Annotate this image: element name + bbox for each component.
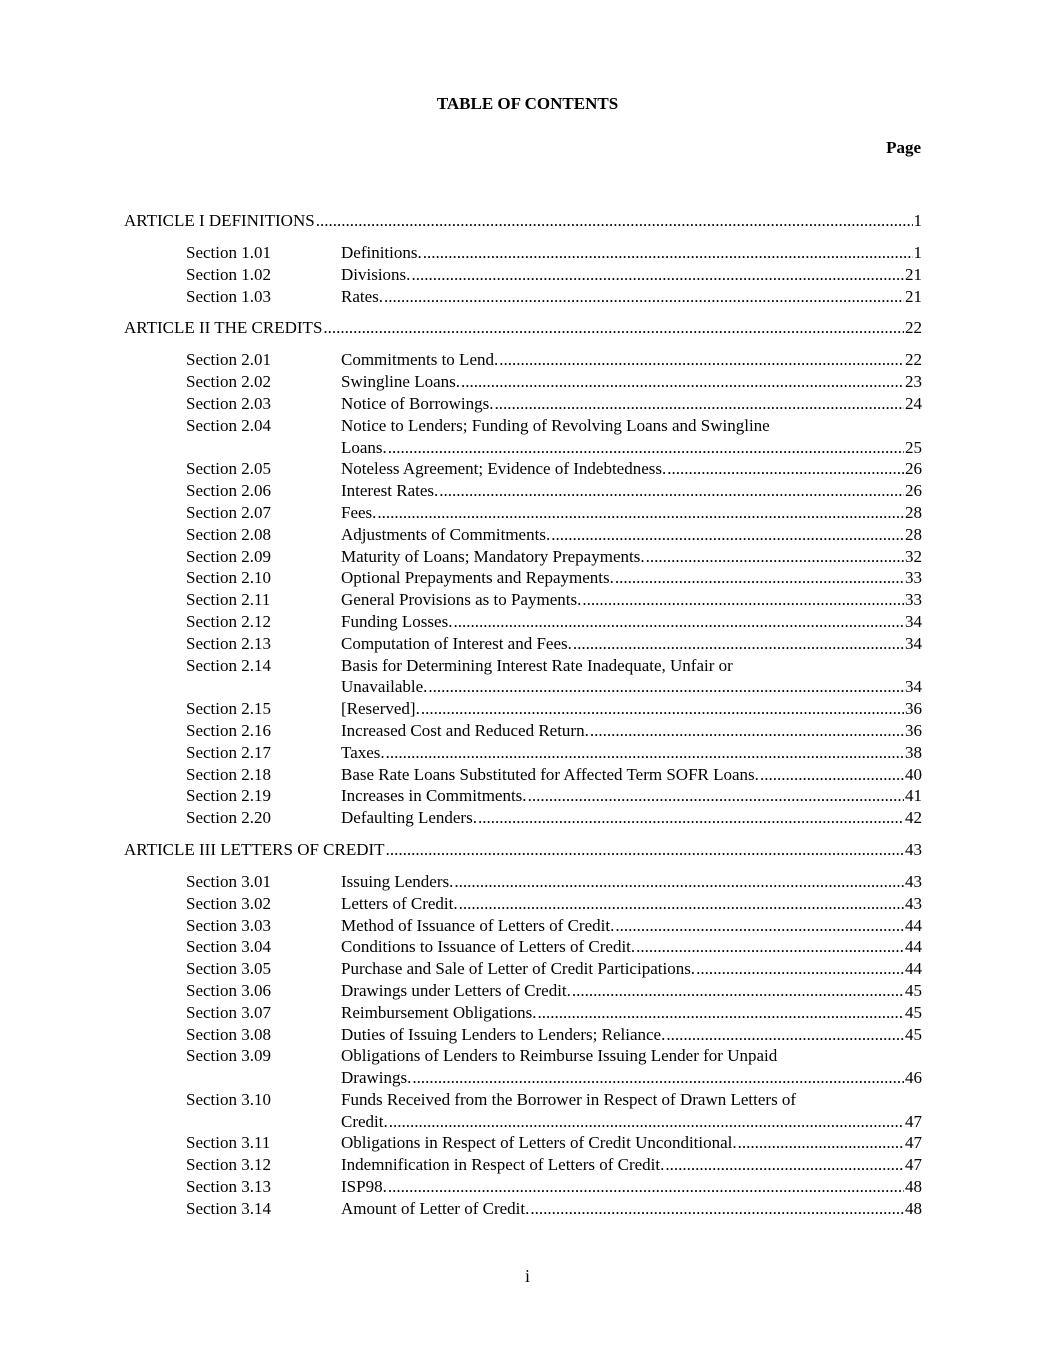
dot-leader	[439, 480, 904, 502]
section-page-number: 44	[905, 915, 922, 935]
section-title: Loans.	[341, 437, 387, 457]
section-page-number: 43	[905, 893, 922, 913]
section-page-number: 26	[905, 481, 922, 501]
section-number: Section 3.05	[186, 959, 271, 979]
section-page-number: 36	[905, 720, 922, 740]
section-entry[interactable]	[124, 1045, 922, 1089]
section-page-number: 44	[905, 937, 922, 957]
section-body	[341, 264, 922, 286]
section-entry[interactable]	[124, 871, 922, 893]
section-page-number: 21	[905, 264, 922, 284]
section-title: Increases in Commitments.	[341, 786, 527, 806]
section-page-number: 42	[905, 808, 922, 828]
group-spacer	[124, 829, 922, 839]
section-body	[341, 567, 922, 589]
section-title: Notice of Borrowings.	[341, 393, 494, 413]
section-number: Section 3.01	[186, 871, 271, 891]
section-entry[interactable]	[124, 524, 922, 546]
section-body	[341, 655, 922, 699]
section-body	[341, 1132, 922, 1154]
section-page-number: 24	[905, 393, 922, 413]
section-number: Section 2.20	[186, 808, 271, 828]
section-number: Section 2.01	[186, 350, 271, 370]
section-entry[interactable]	[124, 958, 922, 980]
dot-leader	[412, 1067, 904, 1089]
section-entry[interactable]	[124, 371, 922, 393]
section-number: Section 2.17	[186, 742, 271, 762]
dot-leader	[388, 437, 904, 459]
section-title: Maturity of Loans; Mandatory Prepayments.	[341, 546, 645, 566]
dot-leader	[323, 317, 904, 339]
section-number: Section 2.14	[186, 655, 271, 675]
article-page-number: 1	[913, 211, 922, 230]
dot-leader	[411, 264, 904, 286]
section-title: Rates.	[341, 286, 384, 306]
section-page-number: 41	[905, 786, 922, 806]
section-title-line: Basis for Determining Interest Rate Inadequate, Unfair or	[341, 655, 733, 675]
section-entry[interactable]	[124, 502, 922, 524]
dot-leader	[478, 807, 904, 829]
section-title: Computation of Interest and Fees.	[341, 633, 572, 653]
toc-title: TABLE OF CONTENTS	[436, 94, 619, 113]
dot-leader	[499, 349, 904, 371]
section-number: Section 2.09	[186, 546, 271, 566]
section-body	[341, 915, 922, 937]
section-number: Section 3.13	[186, 1177, 271, 1197]
section-page-number: 33	[905, 590, 922, 610]
section-title: Base Rate Loans Substituted for Affected Term SOFR Loans.	[341, 764, 759, 784]
article-entry[interactable]	[124, 839, 922, 861]
section-page-number: 43	[905, 871, 922, 891]
section-entry[interactable]	[124, 633, 922, 655]
section-body	[341, 458, 922, 480]
section-title: Adjustments of Commitments.	[341, 524, 551, 544]
dot-leader	[667, 458, 904, 480]
dot-leader	[386, 742, 904, 764]
section-page-number: 28	[905, 524, 922, 544]
section-title: Drawings under Letters of Credit.	[341, 980, 571, 1000]
section-entry[interactable]	[124, 720, 922, 742]
section-body	[341, 936, 922, 958]
dot-leader	[384, 286, 904, 308]
dot-leader	[696, 958, 904, 980]
section-body	[341, 720, 922, 742]
section-page-number: 22	[905, 350, 922, 370]
section-body	[341, 633, 922, 655]
section-body	[341, 611, 922, 633]
article-title: ARTICLE III LETTERS OF CREDIT	[124, 839, 385, 859]
section-number: Section 1.03	[186, 286, 271, 306]
section-body	[341, 698, 922, 720]
dot-leader	[389, 1111, 904, 1133]
section-title-line: Obligations of Lenders to Reimburse Issuing Lender for Unpaid	[341, 1046, 778, 1066]
dot-leader	[453, 611, 904, 633]
section-number: Section 3.04	[186, 937, 271, 957]
section-number: Section 3.12	[186, 1155, 271, 1175]
dot-leader	[572, 980, 904, 1002]
section-body	[341, 1154, 922, 1176]
section-title: Letters of Credit.	[341, 893, 458, 913]
section-page-number: 26	[905, 459, 922, 479]
section-page-number: 45	[905, 1024, 922, 1044]
section-title: Unavailable.	[341, 677, 428, 697]
article-title: ARTICLE II THE CREDITS	[124, 318, 323, 338]
section-entry[interactable]	[124, 567, 922, 589]
section-body	[341, 1176, 922, 1198]
section-page-number: 32	[905, 546, 922, 566]
section-entry[interactable]	[124, 242, 922, 264]
dot-leader	[582, 589, 904, 611]
article-title: ARTICLE I DEFINITIONS	[124, 211, 315, 230]
section-title: Method of Issuance of Letters of Credit.	[341, 915, 615, 935]
section-number: Section 3.02	[186, 893, 271, 913]
section-number: Section 2.06	[186, 481, 271, 501]
section-title: Obligations in Respect of Letters of Credit Unconditional.	[341, 1133, 737, 1153]
section-title: Purchase and Sale of Letter of Credit Participations.	[341, 959, 696, 979]
section-body	[341, 349, 922, 371]
section-body	[341, 1002, 922, 1024]
section-body	[341, 393, 922, 415]
section-entry[interactable]	[124, 1176, 922, 1198]
section-body	[341, 286, 922, 308]
section-entry[interactable]	[124, 936, 922, 958]
section-page-number: 34	[905, 611, 922, 631]
section-page-number: 21	[905, 286, 922, 306]
section-entry[interactable]	[124, 1024, 922, 1046]
section-number: Section 2.13	[186, 633, 271, 653]
dot-leader	[573, 633, 904, 655]
section-title: Credit.	[341, 1111, 388, 1131]
dot-leader	[428, 676, 904, 698]
section-number: Section 3.03	[186, 915, 271, 935]
dot-leader	[388, 1176, 904, 1198]
dot-leader	[421, 698, 904, 720]
section-number: Section 2.19	[186, 786, 271, 806]
section-entry[interactable]	[124, 286, 922, 308]
section-entry[interactable]	[124, 458, 922, 480]
section-number: Section 3.10	[186, 1089, 271, 1109]
section-entry[interactable]	[124, 655, 922, 699]
section-body	[341, 871, 922, 893]
section-body	[341, 980, 922, 1002]
section-title: ISP98.	[341, 1177, 387, 1197]
section-title: Conditions to Issuance of Letters of Credit.	[341, 937, 636, 957]
dot-leader	[454, 871, 904, 893]
section-body	[341, 742, 922, 764]
section-page-number: 46	[905, 1068, 922, 1088]
section-entry[interactable]	[124, 611, 922, 633]
dot-leader	[461, 371, 904, 393]
section-title-line: Funds Received from the Borrower in Respect of Drawn Letters of	[341, 1089, 797, 1109]
section-body	[341, 589, 922, 611]
section-number: Section 2.11	[186, 590, 271, 610]
section-entry[interactable]	[124, 349, 922, 371]
section-number: Section 2.05	[186, 459, 271, 479]
section-page-number: 25	[905, 437, 922, 457]
section-title: Noteless Agreement; Evidence of Indebtedness.	[341, 459, 667, 479]
dot-leader	[530, 1198, 904, 1220]
section-title: Drawings.	[341, 1068, 412, 1088]
section-number: Section 1.01	[186, 243, 271, 262]
section-body	[341, 371, 922, 393]
section-body	[341, 502, 922, 524]
section-title: Divisions.	[341, 264, 411, 284]
section-title: Increased Cost and Reduced Return.	[341, 720, 589, 740]
section-page-number: 33	[905, 568, 922, 588]
section-entry[interactable]	[124, 264, 922, 286]
section-entry[interactable]	[124, 893, 922, 915]
section-title: Definitions.	[341, 243, 422, 262]
dot-leader	[386, 839, 904, 861]
article-page-number: 22	[905, 318, 922, 338]
section-number: Section 2.03	[186, 393, 271, 413]
section-body	[341, 1198, 922, 1220]
section-entry[interactable]	[124, 764, 922, 786]
section-body	[341, 764, 922, 786]
section-entry[interactable]	[124, 1089, 922, 1133]
section-number: Section 2.15	[186, 699, 271, 719]
section-page-number: 1	[913, 243, 922, 262]
section-page-number: 36	[905, 699, 922, 719]
section-number: Section 2.08	[186, 524, 271, 544]
section-title: Fees.	[341, 502, 377, 522]
section-title: Defaulting Lenders.	[341, 808, 477, 828]
section-number: Section 2.16	[186, 720, 271, 740]
section-page-number: 47	[905, 1111, 922, 1131]
dot-leader	[666, 1024, 904, 1046]
section-page-number: 48	[905, 1198, 922, 1218]
section-number: Section 3.09	[186, 1046, 271, 1066]
section-entry[interactable]	[124, 785, 922, 807]
section-entry[interactable]	[124, 1132, 922, 1154]
section-page-number: 28	[905, 502, 922, 522]
section-page-number: 34	[905, 633, 922, 653]
section-title: Optional Prepayments and Repayments.	[341, 568, 614, 588]
section-number: Section 3.08	[186, 1024, 271, 1044]
section-body	[341, 480, 922, 502]
section-entry[interactable]	[124, 742, 922, 764]
section-body	[341, 1024, 922, 1046]
dot-leader	[551, 524, 904, 546]
section-page-number: 38	[905, 742, 922, 762]
dot-leader	[646, 546, 904, 568]
section-number: Section 3.07	[186, 1002, 271, 1022]
dot-leader	[590, 720, 904, 742]
section-body	[341, 893, 922, 915]
section-page-number: 47	[905, 1133, 922, 1153]
section-number: Section 3.14	[186, 1198, 271, 1218]
article-entry[interactable]	[124, 317, 922, 339]
dot-leader	[377, 502, 904, 524]
section-entry[interactable]	[124, 1198, 922, 1220]
section-title: General Provisions as to Payments.	[341, 590, 582, 610]
section-entry[interactable]	[124, 415, 922, 459]
section-entry[interactable]	[124, 480, 922, 502]
section-body	[341, 958, 922, 980]
section-number: Section 2.12	[186, 611, 271, 631]
section-entry[interactable]	[124, 1154, 922, 1176]
page-column-heading: Page	[886, 138, 921, 157]
section-title: Amount of Letter of Credit.	[341, 1198, 530, 1218]
section-title: [Reserved].	[341, 699, 420, 719]
dot-leader	[636, 936, 904, 958]
dot-leader	[615, 915, 904, 937]
section-number: Section 2.07	[186, 502, 271, 522]
section-page-number: 34	[905, 677, 922, 697]
section-page-number: 45	[905, 1002, 922, 1022]
section-page-number: 47	[905, 1155, 922, 1175]
article-entry[interactable]	[124, 210, 922, 232]
section-title-line: Notice to Lenders; Funding of Revolving Loans and Swingline	[341, 415, 770, 435]
section-body	[341, 807, 922, 829]
section-title: Indemnification in Respect of Letters of Credit.	[341, 1155, 665, 1175]
section-page-number: 40	[905, 764, 922, 784]
dot-leader	[615, 567, 904, 589]
section-title: Issuing Lenders.	[341, 871, 454, 891]
section-entry[interactable]	[124, 807, 922, 829]
section-number: Section 2.10	[186, 568, 271, 588]
dot-leader	[537, 1002, 904, 1024]
group-spacer	[124, 307, 922, 317]
section-number: Section 2.04	[186, 415, 271, 435]
section-body	[341, 242, 922, 264]
section-page-number: 45	[905, 980, 922, 1000]
section-number: Section 2.02	[186, 372, 271, 392]
section-entry[interactable]	[124, 589, 922, 611]
dot-leader	[760, 764, 904, 786]
section-body	[341, 1089, 922, 1133]
section-number: Section 3.06	[186, 980, 271, 1000]
article-page-number: 43	[905, 839, 922, 859]
section-title: Reimbursement Obligations.	[341, 1002, 537, 1022]
section-title: Swingline Loans.	[341, 372, 460, 392]
section-page-number: 23	[905, 372, 922, 392]
section-entry[interactable]	[124, 980, 922, 1002]
dot-leader	[316, 210, 913, 232]
section-title: Taxes.	[341, 742, 385, 762]
dot-leader	[459, 893, 904, 915]
footer-page-number: i	[524, 1266, 530, 1286]
dot-leader	[528, 785, 904, 807]
section-page-number: 44	[905, 959, 922, 979]
section-entry[interactable]	[124, 546, 922, 568]
section-entry[interactable]	[124, 393, 922, 415]
section-number: Section 1.02	[186, 264, 271, 284]
dot-leader	[665, 1154, 904, 1176]
table-of-contents	[124, 210, 922, 1220]
section-number: Section 3.11	[186, 1133, 271, 1153]
dot-leader	[423, 242, 913, 264]
section-entry[interactable]	[124, 698, 922, 720]
section-body	[341, 524, 922, 546]
section-title: Duties of Issuing Lenders to Lenders; Reliance.	[341, 1024, 666, 1044]
section-body	[341, 415, 922, 459]
dot-leader	[495, 393, 904, 415]
section-title: Interest Rates.	[341, 481, 439, 501]
section-entry[interactable]	[124, 1002, 922, 1024]
section-body	[341, 785, 922, 807]
section-body	[341, 1045, 922, 1089]
dot-leader	[738, 1132, 904, 1154]
section-title: Commitments to Lend.	[341, 350, 499, 370]
section-entry[interactable]	[124, 915, 922, 937]
section-body	[341, 546, 922, 568]
section-number: Section 2.18	[186, 764, 271, 784]
section-page-number: 48	[905, 1177, 922, 1197]
section-title: Funding Losses.	[341, 611, 453, 631]
